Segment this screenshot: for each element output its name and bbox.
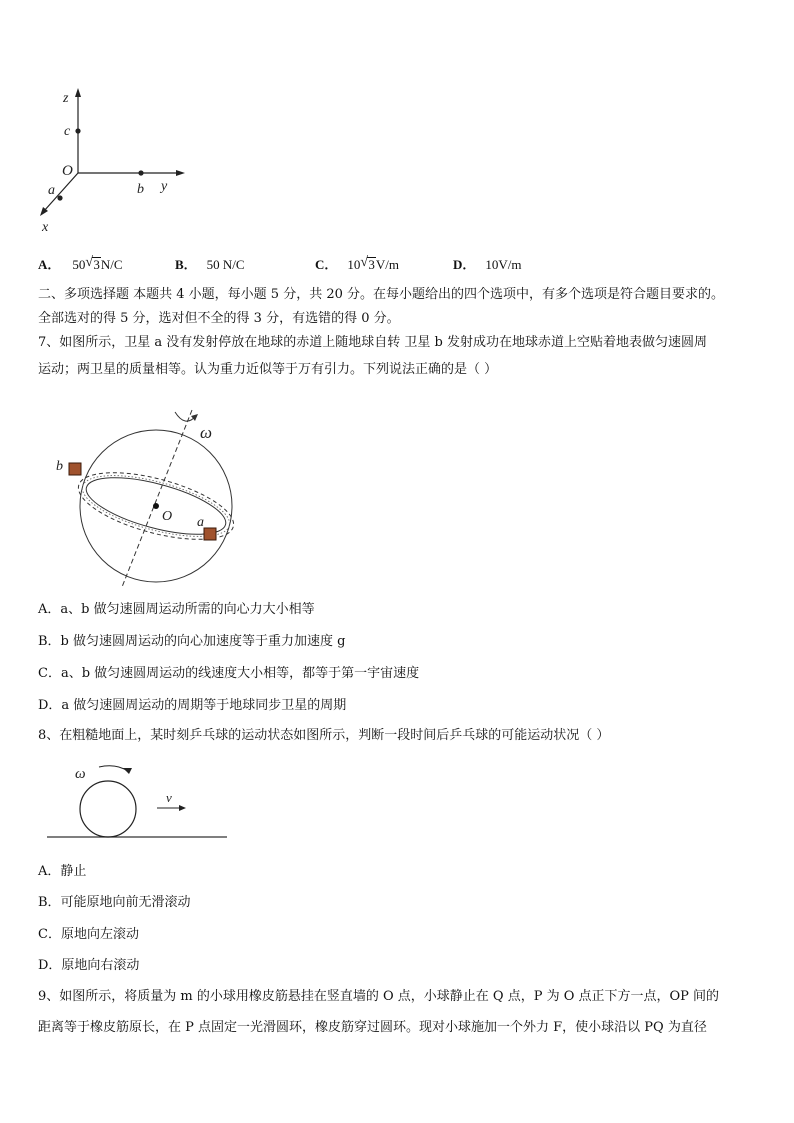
ping-pong-ball bbox=[80, 781, 136, 837]
label-o: O bbox=[162, 509, 173, 524]
label-y: y bbox=[161, 179, 168, 194]
x-axis bbox=[40, 173, 78, 216]
label-b: b bbox=[56, 459, 63, 474]
label-o: O bbox=[62, 163, 73, 179]
q7-stem-line2: 运动；两卫星的质量相等。认为重力近似等于万有引力。下列说法正确的是（ ） bbox=[38, 362, 498, 377]
label-x: x bbox=[42, 220, 49, 235]
label-omega: ω bbox=[75, 766, 86, 782]
q7-satellite-figure bbox=[50, 402, 250, 592]
label-v: v bbox=[166, 790, 172, 805]
q7-option-a: A．a、b 做匀速圆周运动所需的向心力大小相等 bbox=[38, 602, 315, 617]
label-c: c bbox=[64, 124, 71, 139]
q9-stem-line1: 9、如图所示，将质量为 m 的小球用橡皮筋悬挂在竖直墙的 O 点，小球静止在 Q 点，P 为 O 点正下方一点，OP 间的 bbox=[38, 989, 720, 1004]
section2-line1: 二、多项选择题 本题共 4 小题，每小题 5 分，共 20 分。在每小题给出的四个选项中，有多个选项是符合题目要求的。 bbox=[38, 287, 725, 302]
rotation-axis bbox=[122, 410, 192, 587]
y-axis bbox=[78, 170, 185, 176]
q8-ball-figure bbox=[45, 762, 235, 842]
coordinate-axes-figure bbox=[30, 85, 190, 235]
q6-option-b: B． 50 N/C bbox=[175, 257, 245, 272]
q8-option-a: A．静止 bbox=[38, 864, 87, 879]
q8-stem-line1: 8、在粗糙地面上，某时刻乒乓球的运动状态如图所示，判断一段时间后乒乓球的可能运动状况（ ） bbox=[38, 728, 610, 743]
satellite-b bbox=[69, 463, 81, 475]
label-a: a bbox=[197, 515, 204, 530]
q8-option-c: C．原地向左滚动 bbox=[38, 927, 139, 942]
label-a: a bbox=[48, 183, 55, 198]
q6-option-d: D． 10V/m bbox=[453, 257, 522, 272]
q9-stem-line2: 距离等于橡皮筋原长，在 P 点固定一光滑圆环，橡皮筋穿过圆环。现对小球施加一个外力 F，使小球沿以 PQ 为直径 bbox=[38, 1020, 707, 1035]
q8-option-d: D．原地向右滚动 bbox=[38, 958, 140, 973]
label-z: z bbox=[63, 91, 69, 106]
q6-option-a: A． 50 √ 3N/C bbox=[38, 255, 123, 272]
section2-line2: 全部选对的得 5 分，选对但不全的得 3 分，有选错的得 0 分。 bbox=[38, 311, 400, 326]
label-omega: ω bbox=[200, 423, 213, 442]
q6-option-c: C． 10 √ 3V/m bbox=[315, 255, 400, 272]
q7-option-b: B．b 做匀速圆周运动的向心加速度等于重力加速度 g bbox=[38, 634, 346, 649]
label-b: b bbox=[137, 182, 144, 197]
q7-option-c: C．a、b 做匀速圆周运动的线速度大小相等，都等于第一宇宙速度 bbox=[38, 666, 420, 681]
satellite-a bbox=[204, 528, 216, 540]
earth-center bbox=[153, 503, 159, 509]
point-a bbox=[57, 195, 62, 200]
point-b bbox=[138, 170, 143, 175]
q7-option-d: D．a 做匀速圆周运动的周期等于地球同步卫星的周期 bbox=[38, 698, 347, 713]
point-c bbox=[75, 128, 80, 133]
q8-option-b: B．可能原地向前无滑滚动 bbox=[38, 895, 191, 910]
q7-stem-line1: 7、如图所示，卫星 a 没有发射停放在地球的赤道上随地球自转 卫星 b 发射成功在地球赤道上空贴着地表做匀速圆周 bbox=[38, 335, 708, 350]
